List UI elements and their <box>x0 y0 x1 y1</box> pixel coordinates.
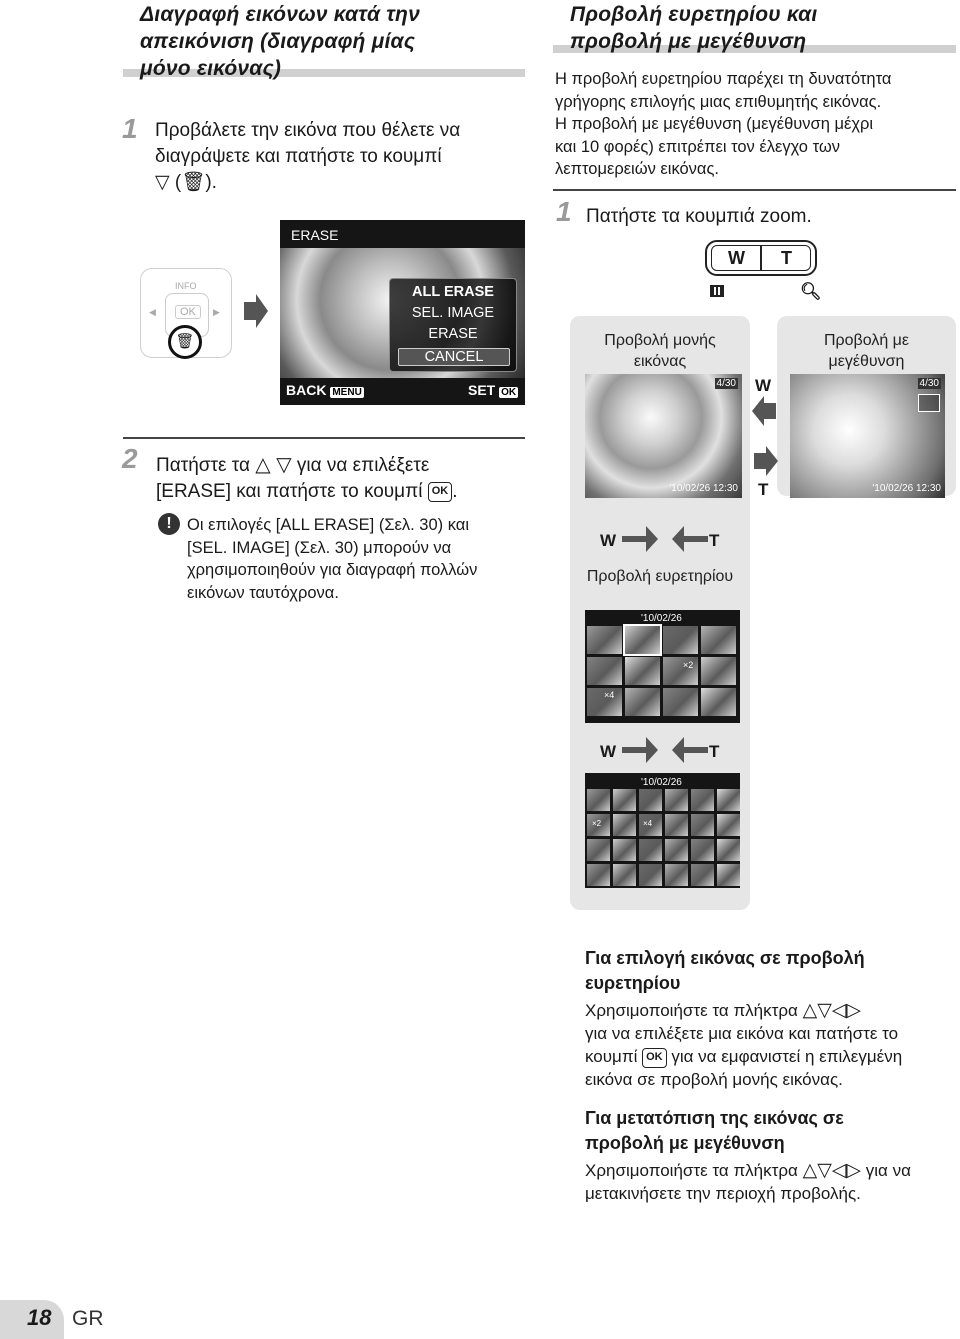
index-view-label: Προβολή ευρετηρίου <box>586 568 734 585</box>
left-note: Οι επιλογές [ALL ERASE] (Σελ. 30) και [SEL. IMAGE] (Σελ. 30) μπορούν να χρησιμοποιηθούν για διαγραφή πολλών εικόνων ταυτόχρονα. <box>187 516 478 602</box>
ok-button[interactable]: OK <box>175 305 201 319</box>
ok-key-icon: OK <box>501 387 517 398</box>
ok-key-icon: OK <box>642 1048 667 1068</box>
set-hint: SET OK <box>468 382 517 398</box>
index-thumbnail[interactable] <box>691 839 714 861</box>
menu-item-erase[interactable]: ERASE <box>428 326 478 342</box>
t-arrow-label: T <box>709 742 720 761</box>
badge-x2: ×2 <box>683 660 694 670</box>
up-arrow-icon <box>672 737 708 763</box>
index-thumbnail[interactable] <box>665 839 688 861</box>
right-section-title: Προβολή ευρετηρίου και προβολή με μεγέθυνση <box>570 3 818 53</box>
magnify-icon: 🔍︎ <box>800 282 822 301</box>
index-thumbnail[interactable] <box>613 789 636 811</box>
camera-button-panel <box>140 268 232 358</box>
badge-x4: ×4 <box>604 690 615 700</box>
index-date: '10/02/26 <box>641 613 682 624</box>
left-arrow-icon: ◀ <box>149 307 156 317</box>
left-step2-text: Πατήστε τα △ ▽ για να επιλέξετε [ERASE] και πατήστε το κουμπί OK . <box>156 454 458 502</box>
erase-menu <box>389 278 517 372</box>
left-step2-number: 2 <box>122 443 138 474</box>
index-thumbnail[interactable] <box>613 839 636 861</box>
index-thumbnail[interactable] <box>701 626 736 654</box>
index-thumbnail[interactable] <box>665 814 688 836</box>
index-thumbnail[interactable] <box>691 789 714 811</box>
arrow-keys-icon: △▽◁▷ <box>802 1160 862 1181</box>
index-thumbnail[interactable] <box>639 789 662 811</box>
caution-icon: ! <box>158 513 180 535</box>
left-separator <box>123 437 525 439</box>
page-number: 18 <box>27 1305 52 1330</box>
index-thumbnail[interactable] <box>717 814 740 836</box>
right-arrow-icon: ▶ <box>213 307 220 317</box>
single-counter: 4/30 <box>716 378 736 389</box>
index-thumbnail[interactable] <box>665 789 688 811</box>
zoom-position-icon <box>918 394 940 412</box>
index-view-3x3 <box>585 610 740 723</box>
w-arrow-label: W <box>600 742 617 761</box>
tip2-title: Για μετατόπιση της εικόνας σε προβολή με μεγέθυνση <box>585 1108 844 1153</box>
tip1-title: Για επιλογή εικόνας σε προβολή ευρετηρίου <box>585 948 865 993</box>
down-arrow-icon <box>622 737 658 763</box>
index-thumbnail[interactable] <box>625 626 660 654</box>
index-date: '10/02/26 <box>641 777 682 788</box>
menu-item-all-erase[interactable]: ALL ERASE <box>412 284 494 300</box>
menu-key-icon: MENU <box>332 387 362 398</box>
menu-item-sel-image[interactable]: SEL. IMAGE <box>411 305 495 321</box>
index-thumbnail[interactable] <box>587 789 610 811</box>
index-thumbnail[interactable] <box>717 864 740 886</box>
badge-x4: ×4 <box>643 819 653 828</box>
index-thumbnail[interactable] <box>691 864 714 886</box>
index-thumbnail[interactable] <box>587 657 622 685</box>
index-thumbnail[interactable] <box>691 814 714 836</box>
down-arrow-icon <box>622 526 658 552</box>
zoom-w-label: W <box>728 248 745 268</box>
index-view-6x4 <box>585 773 740 888</box>
index-thumbnail[interactable] <box>587 864 610 886</box>
index-thumbnail[interactable] <box>613 814 636 836</box>
single-timestamp: '10/02/26 12:30 <box>669 483 738 494</box>
back-hint: BACK MENU <box>286 382 362 398</box>
left-section-title: Διαγραφή εικόνων κατά την απεικόνιση (διαγραφή μίας μόνο εικόνας) <box>140 3 420 80</box>
t-arrow-label: T <box>758 480 769 499</box>
tip1-body: Χρησιμοποιήστε τα πλήκτρα △▽◁▷ για να επιλέξετε μια εικόνα και πατήστε το κουμπί OK για να εμφανιστεί η επιλεγμένη εικόνα σε προβολή μονής εικόνας. <box>585 1000 903 1089</box>
tip2-body: Χρησιμοποιήστε τα πλήκτρα △▽◁▷ για να μετακινήσετε την περιοχή προβολής. <box>585 1160 911 1203</box>
trash-button-icon[interactable]: 🗑 <box>168 325 202 359</box>
index-thumbnail[interactable] <box>701 688 736 716</box>
erase-menu-screen <box>280 220 525 405</box>
right-step1-text: Πατήστε τα κουμπιά zoom. <box>586 206 812 227</box>
language-code: GR <box>72 1307 104 1330</box>
zoom-t-label: T <box>781 248 792 268</box>
magnified-timestamp: '10/02/26 12:30 <box>872 483 941 494</box>
single-view-label: Προβολή μονής εικόνας <box>604 332 716 370</box>
index-thumbnail[interactable] <box>717 789 740 811</box>
tip-index-selection <box>585 946 957 1091</box>
t-arrow-label: T <box>709 531 720 550</box>
w-arrow-label: W <box>755 376 772 395</box>
w-arrow-label: W <box>600 531 617 550</box>
magnified-view-label: Προβολή με μεγέθυνση <box>823 332 910 370</box>
right-separator <box>553 189 956 191</box>
tip-magnified-pan <box>585 1106 957 1205</box>
menu-item-cancel[interactable]: CANCEL <box>398 348 510 366</box>
index-grid-icon <box>710 285 724 297</box>
index-thumbnail[interactable] <box>639 864 662 886</box>
badge-x2: ×2 <box>592 819 602 828</box>
up-arrow-icon <box>672 526 708 552</box>
right-intro: Η προβολή ευρετηρίου παρέχει τη δυνατότητα γρήγορης επιλογής μιας επιθυμητής εικόνας. Η προβολή με μεγέθυνση (μεγέθυνση μέχρι και 10 φορές) επιτρέπει τον έλεγχο των λεπτομερειών εικόνας. <box>555 70 892 178</box>
index-thumbnail[interactable] <box>613 864 636 886</box>
index-thumbnail[interactable] <box>663 688 698 716</box>
right-arrow-icon <box>754 446 778 476</box>
index-thumbnail[interactable] <box>701 657 736 685</box>
magnified-counter: 4/30 <box>919 378 939 389</box>
index-thumbnail[interactable] <box>587 839 610 861</box>
left-arrow-icon <box>752 396 776 426</box>
info-label: INFO <box>175 281 197 291</box>
left-step1-text: Προβάλετε την εικόνα που θέλετε να διαγράψετε και πατήστε το κουμπί ▽ (🗑). <box>155 120 461 193</box>
index-thumbnail[interactable] <box>665 864 688 886</box>
arrow-keys-icon: △▽◁▷ <box>802 1000 862 1021</box>
right-step1-number: 1 <box>556 196 572 227</box>
index-thumbnail[interactable] <box>625 657 660 685</box>
left-step1-number: 1 <box>122 113 138 144</box>
index-thumbnail[interactable] <box>625 688 660 716</box>
single-view-image <box>585 374 742 498</box>
index-thumbnail[interactable] <box>663 626 698 654</box>
index-thumbnail[interactable] <box>639 839 662 861</box>
up-down-arrows-icon: △ ▽ <box>255 454 292 476</box>
index-thumbnail[interactable] <box>717 839 740 861</box>
screen-header: ERASE <box>291 227 339 243</box>
magnified-view-image <box>790 374 945 498</box>
index-thumbnail[interactable] <box>587 626 622 654</box>
right-arrow-icon <box>244 294 268 328</box>
ok-key-icon: OK <box>428 482 453 502</box>
zoom-lever[interactable] <box>705 240 817 276</box>
